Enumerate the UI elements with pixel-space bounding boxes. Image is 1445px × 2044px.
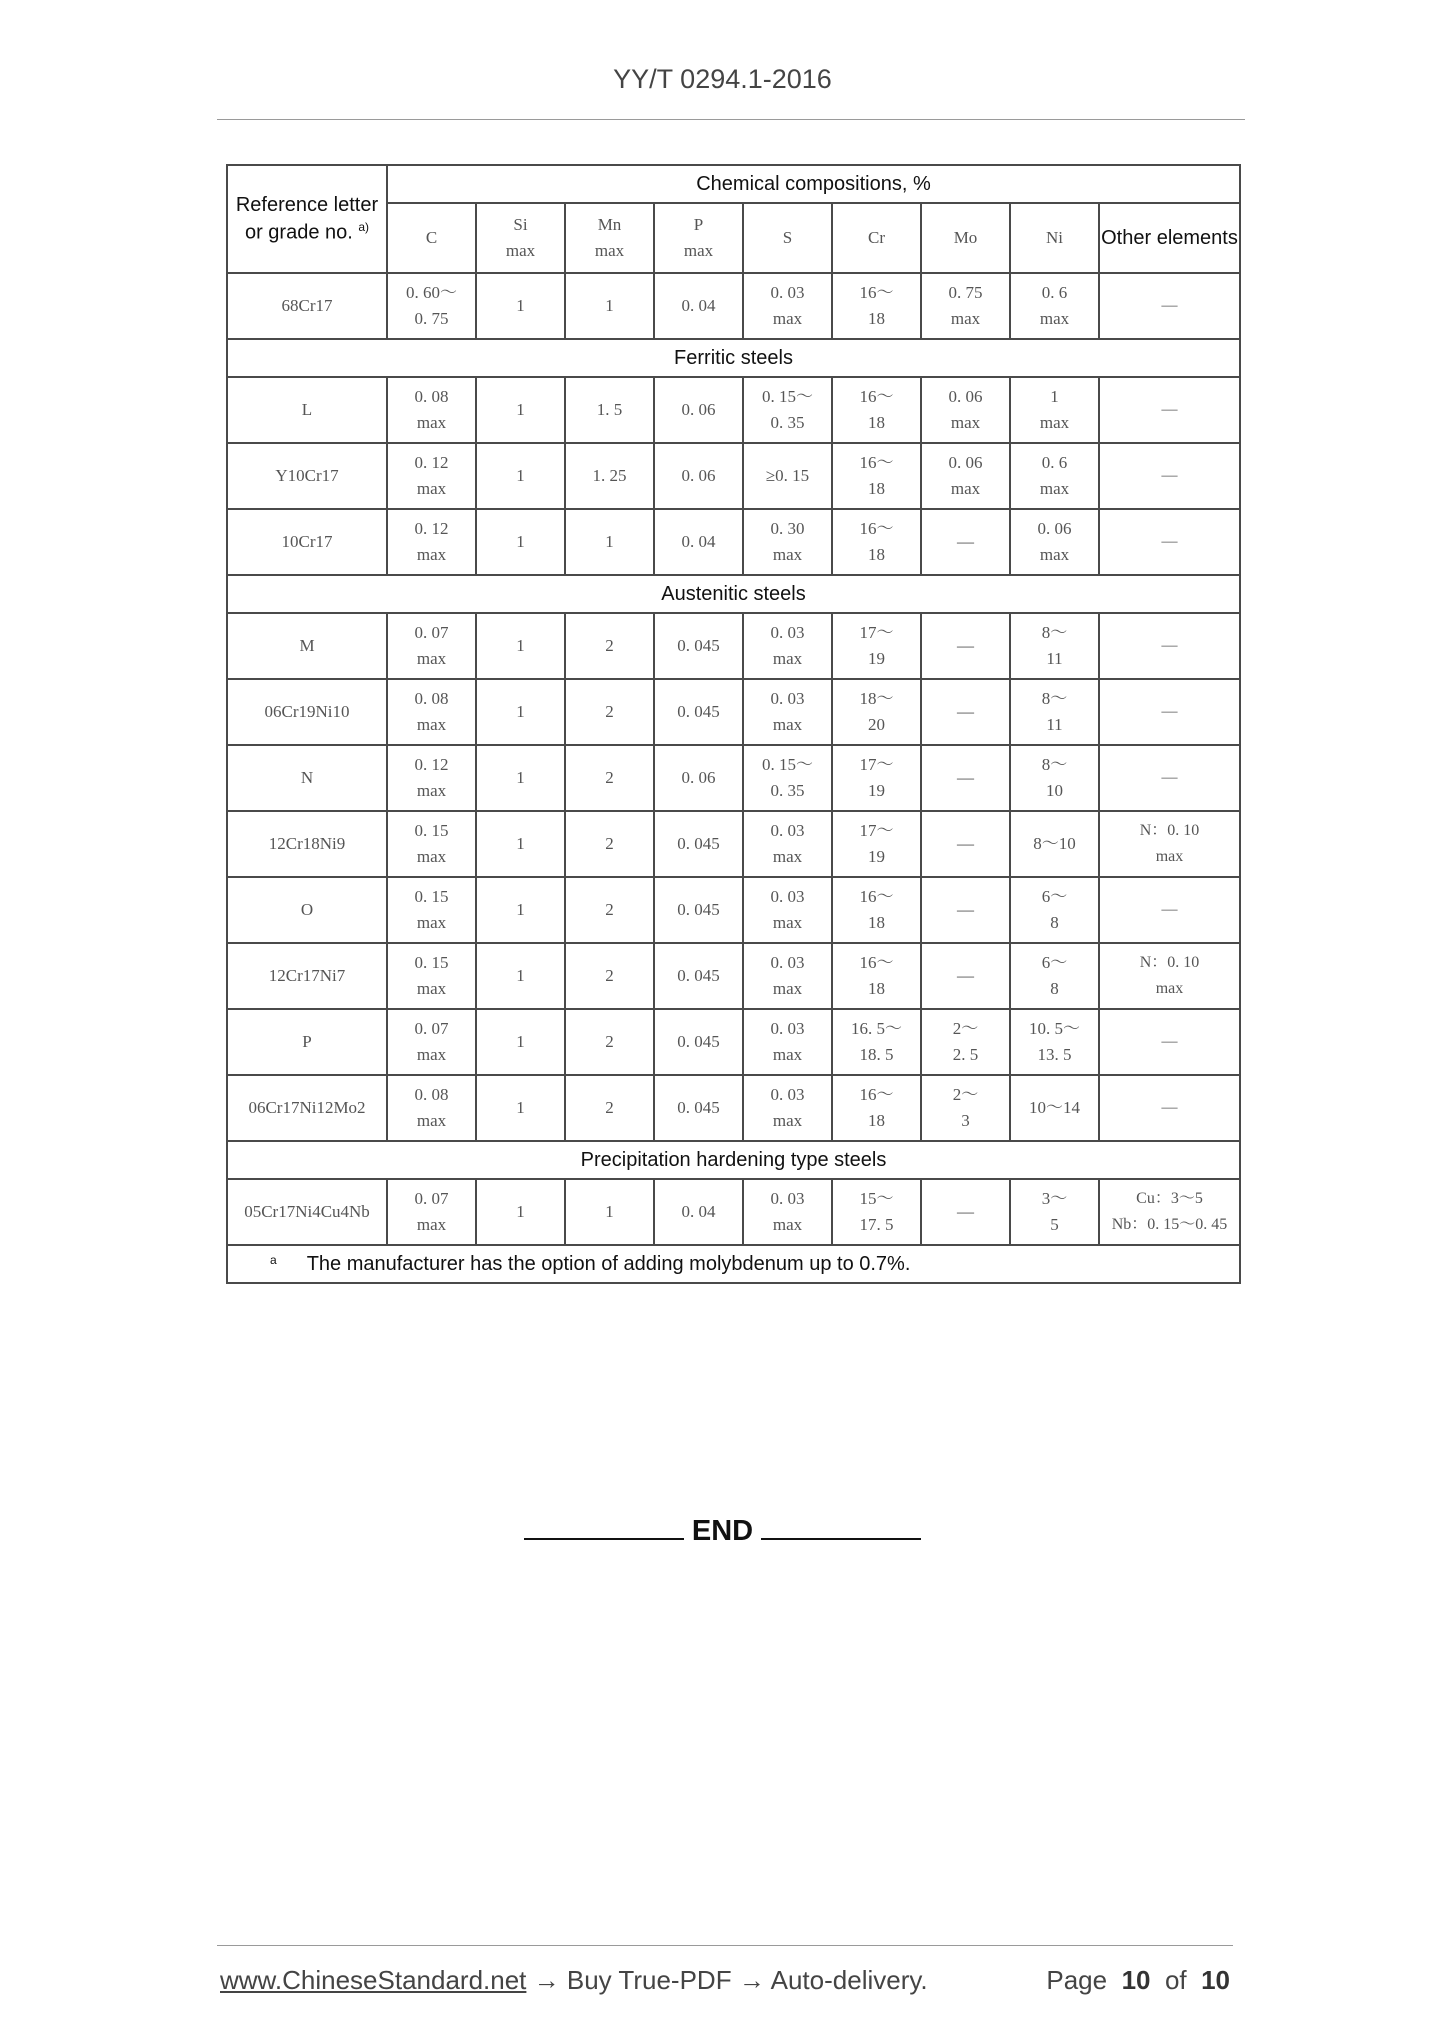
value-cell-s: 0. 03 max (743, 1179, 832, 1245)
value-cell-mn: 2 (565, 943, 654, 1009)
value-cell-si: 1 (476, 613, 565, 679)
auto-delivery-text: Auto-delivery. (770, 1965, 928, 1995)
value-cell-ni: 0. 06 max (1010, 509, 1099, 575)
other-elements-header: Other elements (1099, 203, 1240, 273)
grade-cell: P (227, 1009, 387, 1075)
table-row (227, 443, 1240, 509)
value-cell-mo: — (921, 613, 1010, 679)
value-cell-si: 1 (476, 877, 565, 943)
value-cell-mn: 1 (565, 273, 654, 339)
value-cell-p: 0. 045 (654, 877, 743, 943)
end-marker: END (0, 1510, 1445, 1548)
value-cell-mn: 1. 25 (565, 443, 654, 509)
table-row (227, 1075, 1240, 1141)
table-row (227, 811, 1240, 877)
value-cell-si: 1 (476, 745, 565, 811)
value-cell-ni: 10～14 (1010, 1075, 1099, 1141)
grade-cell: 10Cr17 (227, 509, 387, 575)
footer-divider (217, 1945, 1233, 1946)
value-cell-ni: 3～ 5 (1010, 1179, 1099, 1245)
value-cell-cr: 16～ 18 (832, 443, 921, 509)
value-cell-c: 0. 07 max (387, 613, 476, 679)
value-cell-ni: 8～ 10 (1010, 745, 1099, 811)
value-cell-mn: 1 (565, 509, 654, 575)
value-cell-c: 0. 15 max (387, 943, 476, 1009)
value-cell-mo: — (921, 1179, 1010, 1245)
column-header: Cr (832, 203, 921, 273)
value-cell-mn: 2 (565, 745, 654, 811)
table-row (227, 613, 1240, 679)
value-cell-mo: 2～ 2. 5 (921, 1009, 1010, 1075)
value-cell-other: — (1099, 877, 1240, 943)
grade-cell: 05Cr17Ni4Cu4Nb (227, 1179, 387, 1245)
value-cell-mo: — (921, 877, 1010, 943)
page-footer (220, 1965, 1230, 1996)
value-cell-mo: — (921, 811, 1010, 877)
value-cell-c: 0. 08 max (387, 377, 476, 443)
table-row (227, 377, 1240, 443)
value-cell-c: 0. 15 max (387, 877, 476, 943)
table-row (227, 679, 1240, 745)
value-cell-c: 0. 15 max (387, 811, 476, 877)
value-cell-mo: — (921, 679, 1010, 745)
value-cell-cr: 17～ 19 (832, 811, 921, 877)
value-cell-cr: 16～ 18 (832, 877, 921, 943)
value-cell-s: ≥0. 15 (743, 443, 832, 509)
value-cell-cr: 17～ 19 (832, 613, 921, 679)
value-cell-p: 0. 045 (654, 1009, 743, 1075)
value-cell-ni: 0. 6 max (1010, 443, 1099, 509)
column-header: S (743, 203, 832, 273)
value-cell-other: — (1099, 1075, 1240, 1141)
value-cell-ni: 1 max (1010, 377, 1099, 443)
value-cell-mn: 1 (565, 1179, 654, 1245)
value-cell-s: 0. 30 max (743, 509, 832, 575)
value-cell-mo: — (921, 943, 1010, 1009)
value-cell-mo: — (921, 509, 1010, 575)
value-cell-si: 1 (476, 1009, 565, 1075)
value-cell-s: 0. 03 max (743, 877, 832, 943)
value-cell-p: 0. 06 (654, 745, 743, 811)
table-row (227, 943, 1240, 1009)
value-cell-p: 0. 06 (654, 443, 743, 509)
value-cell-s: 0. 03 max (743, 943, 832, 1009)
value-cell-si: 1 (476, 273, 565, 339)
value-cell-si: 1 (476, 443, 565, 509)
table-row (227, 877, 1240, 943)
end-line-left (524, 1510, 684, 1540)
value-cell-c: 0. 07 max (387, 1009, 476, 1075)
value-cell-si: 1 (476, 1075, 565, 1141)
value-cell-mo: 0. 06 max (921, 377, 1010, 443)
grade-cell: O (227, 877, 387, 943)
value-cell-cr: 16～ 18 (832, 377, 921, 443)
value-cell-c: 0. 07 max (387, 1179, 476, 1245)
column-header: P max (654, 203, 743, 273)
value-cell-s: 0. 15～ 0. 35 (743, 377, 832, 443)
value-cell-p: 0. 04 (654, 1179, 743, 1245)
value-cell-c: 0. 08 max (387, 679, 476, 745)
value-cell-ni: 8～ 11 (1010, 679, 1099, 745)
value-cell-mn: 1. 5 (565, 377, 654, 443)
value-cell-s: 0. 03 max (743, 1075, 832, 1141)
value-cell-p: 0. 045 (654, 679, 743, 745)
value-cell-other: — (1099, 613, 1240, 679)
section-title: Austenitic steels (227, 575, 1240, 613)
reference-grade-header: Reference letter or grade no. $^{a)}$ (227, 165, 387, 273)
value-cell-mn: 2 (565, 679, 654, 745)
grade-cell: L (227, 377, 387, 443)
document-id-header: YY/T 0294.1-2016 (613, 64, 832, 94)
value-cell-p: 0. 045 (654, 613, 743, 679)
grade-cell: 06Cr17Ni12Mo2 (227, 1075, 387, 1141)
value-cell-mo: 0. 75 max (921, 273, 1010, 339)
value-cell-cr: 15～ 17. 5 (832, 1179, 921, 1245)
value-cell-other: — (1099, 1009, 1240, 1075)
website-link[interactable]: www.ChineseStandard.net (220, 1965, 527, 1995)
value-cell-ni: 0. 6 max (1010, 273, 1099, 339)
value-cell-cr: 16～ 18 (832, 509, 921, 575)
value-cell-s: 0. 03 max (743, 679, 832, 745)
table-row (227, 1179, 1240, 1245)
value-cell-cr: 17～ 19 (832, 745, 921, 811)
value-cell-si: 1 (476, 509, 565, 575)
grade-cell: 68Cr17 (227, 273, 387, 339)
value-cell-si: 1 (476, 943, 565, 1009)
value-cell-c: 0. 12 max (387, 443, 476, 509)
value-cell-other: N：0. 10 max (1099, 943, 1240, 1009)
value-cell-other: N：0. 10 max (1099, 811, 1240, 877)
value-cell-ni: 6～ 8 (1010, 877, 1099, 943)
chemical-compositions-header: Chemical compositions, % (387, 165, 1240, 203)
value-cell-mn: 2 (565, 1009, 654, 1075)
value-cell-s: 0. 03 max (743, 811, 832, 877)
value-cell-other: — (1099, 509, 1240, 575)
table-footnote: $^a$ The manufacturer has the option of adding molybdenum up to 0.7%. (227, 1245, 1240, 1283)
value-cell-p: 0. 04 (654, 273, 743, 339)
table-row (227, 745, 1240, 811)
value-cell-cr: 16～ 18 (832, 943, 921, 1009)
grade-cell: N (227, 745, 387, 811)
value-cell-p: 0. 04 (654, 509, 743, 575)
column-header: C (387, 203, 476, 273)
grade-cell: 12Cr17Ni7 (227, 943, 387, 1009)
header-divider (217, 119, 1245, 120)
value-cell-cr: 18～ 20 (832, 679, 921, 745)
value-cell-c: 0. 12 max (387, 745, 476, 811)
value-cell-other: — (1099, 745, 1240, 811)
value-cell-other: — (1099, 377, 1240, 443)
value-cell-cr: 16～ 18 (832, 273, 921, 339)
value-cell-other: — (1099, 273, 1240, 339)
grade-cell: 06Cr19Ni10 (227, 679, 387, 745)
value-cell-ni: 8～ 11 (1010, 613, 1099, 679)
value-cell-p: 0. 06 (654, 377, 743, 443)
value-cell-ni: 8～10 (1010, 811, 1099, 877)
chemical-composition-table (226, 164, 1241, 1284)
value-cell-s: 0. 03 max (743, 1009, 832, 1075)
value-cell-s: 0. 15～ 0. 35 (743, 745, 832, 811)
value-cell-mn: 2 (565, 877, 654, 943)
value-cell-mo: — (921, 745, 1010, 811)
value-cell-ni: 10. 5～ 13. 5 (1010, 1009, 1099, 1075)
value-cell-c: 0. 08 max (387, 1075, 476, 1141)
column-header: Si max (476, 203, 565, 273)
column-header: Ni (1010, 203, 1099, 273)
value-cell-s: 0. 03 max (743, 273, 832, 339)
section-title: Precipitation hardening type steels (227, 1141, 1240, 1179)
value-cell-mn: 2 (565, 1075, 654, 1141)
section-title: Ferritic steels (227, 339, 1240, 377)
value-cell-cr: 16～ 18 (832, 1075, 921, 1141)
value-cell-si: 1 (476, 377, 565, 443)
value-cell-other: — (1099, 679, 1240, 745)
column-header: Mn max (565, 203, 654, 273)
arrow-icon: → (738, 1965, 765, 1995)
value-cell-mo: 0. 06 max (921, 443, 1010, 509)
grade-cell: Y10Cr17 (227, 443, 387, 509)
value-cell-si: 1 (476, 1179, 565, 1245)
value-cell-mn: 2 (565, 613, 654, 679)
value-cell-c: 0. 12 max (387, 509, 476, 575)
value-cell-p: 0. 045 (654, 1075, 743, 1141)
value-cell-c: 0. 60～ 0. 75 (387, 273, 476, 339)
value-cell-mn: 2 (565, 811, 654, 877)
grade-cell: M (227, 613, 387, 679)
buy-pdf-text: Buy True-PDF (566, 1965, 732, 1995)
value-cell-mo: 2～ 3 (921, 1075, 1010, 1141)
table-row (227, 273, 1240, 339)
value-cell-cr: 16. 5～ 18. 5 (832, 1009, 921, 1075)
value-cell-s: 0. 03 max (743, 613, 832, 679)
arrow-icon: → (533, 1965, 560, 1995)
column-header: Mo (921, 203, 1010, 273)
table-row (227, 509, 1240, 575)
value-cell-other: Cu：3～5 Nb：0. 15～0. 45 (1099, 1179, 1240, 1245)
grade-cell: 12Cr18Ni9 (227, 811, 387, 877)
value-cell-p: 0. 045 (654, 811, 743, 877)
value-cell-other: — (1099, 443, 1240, 509)
end-line-right (761, 1510, 921, 1540)
table-row (227, 1009, 1240, 1075)
value-cell-si: 1 (476, 679, 565, 745)
page-number: Page 10 of 10 (1046, 1965, 1230, 1995)
value-cell-ni: 6～ 8 (1010, 943, 1099, 1009)
value-cell-p: 0. 045 (654, 943, 743, 1009)
value-cell-si: 1 (476, 811, 565, 877)
